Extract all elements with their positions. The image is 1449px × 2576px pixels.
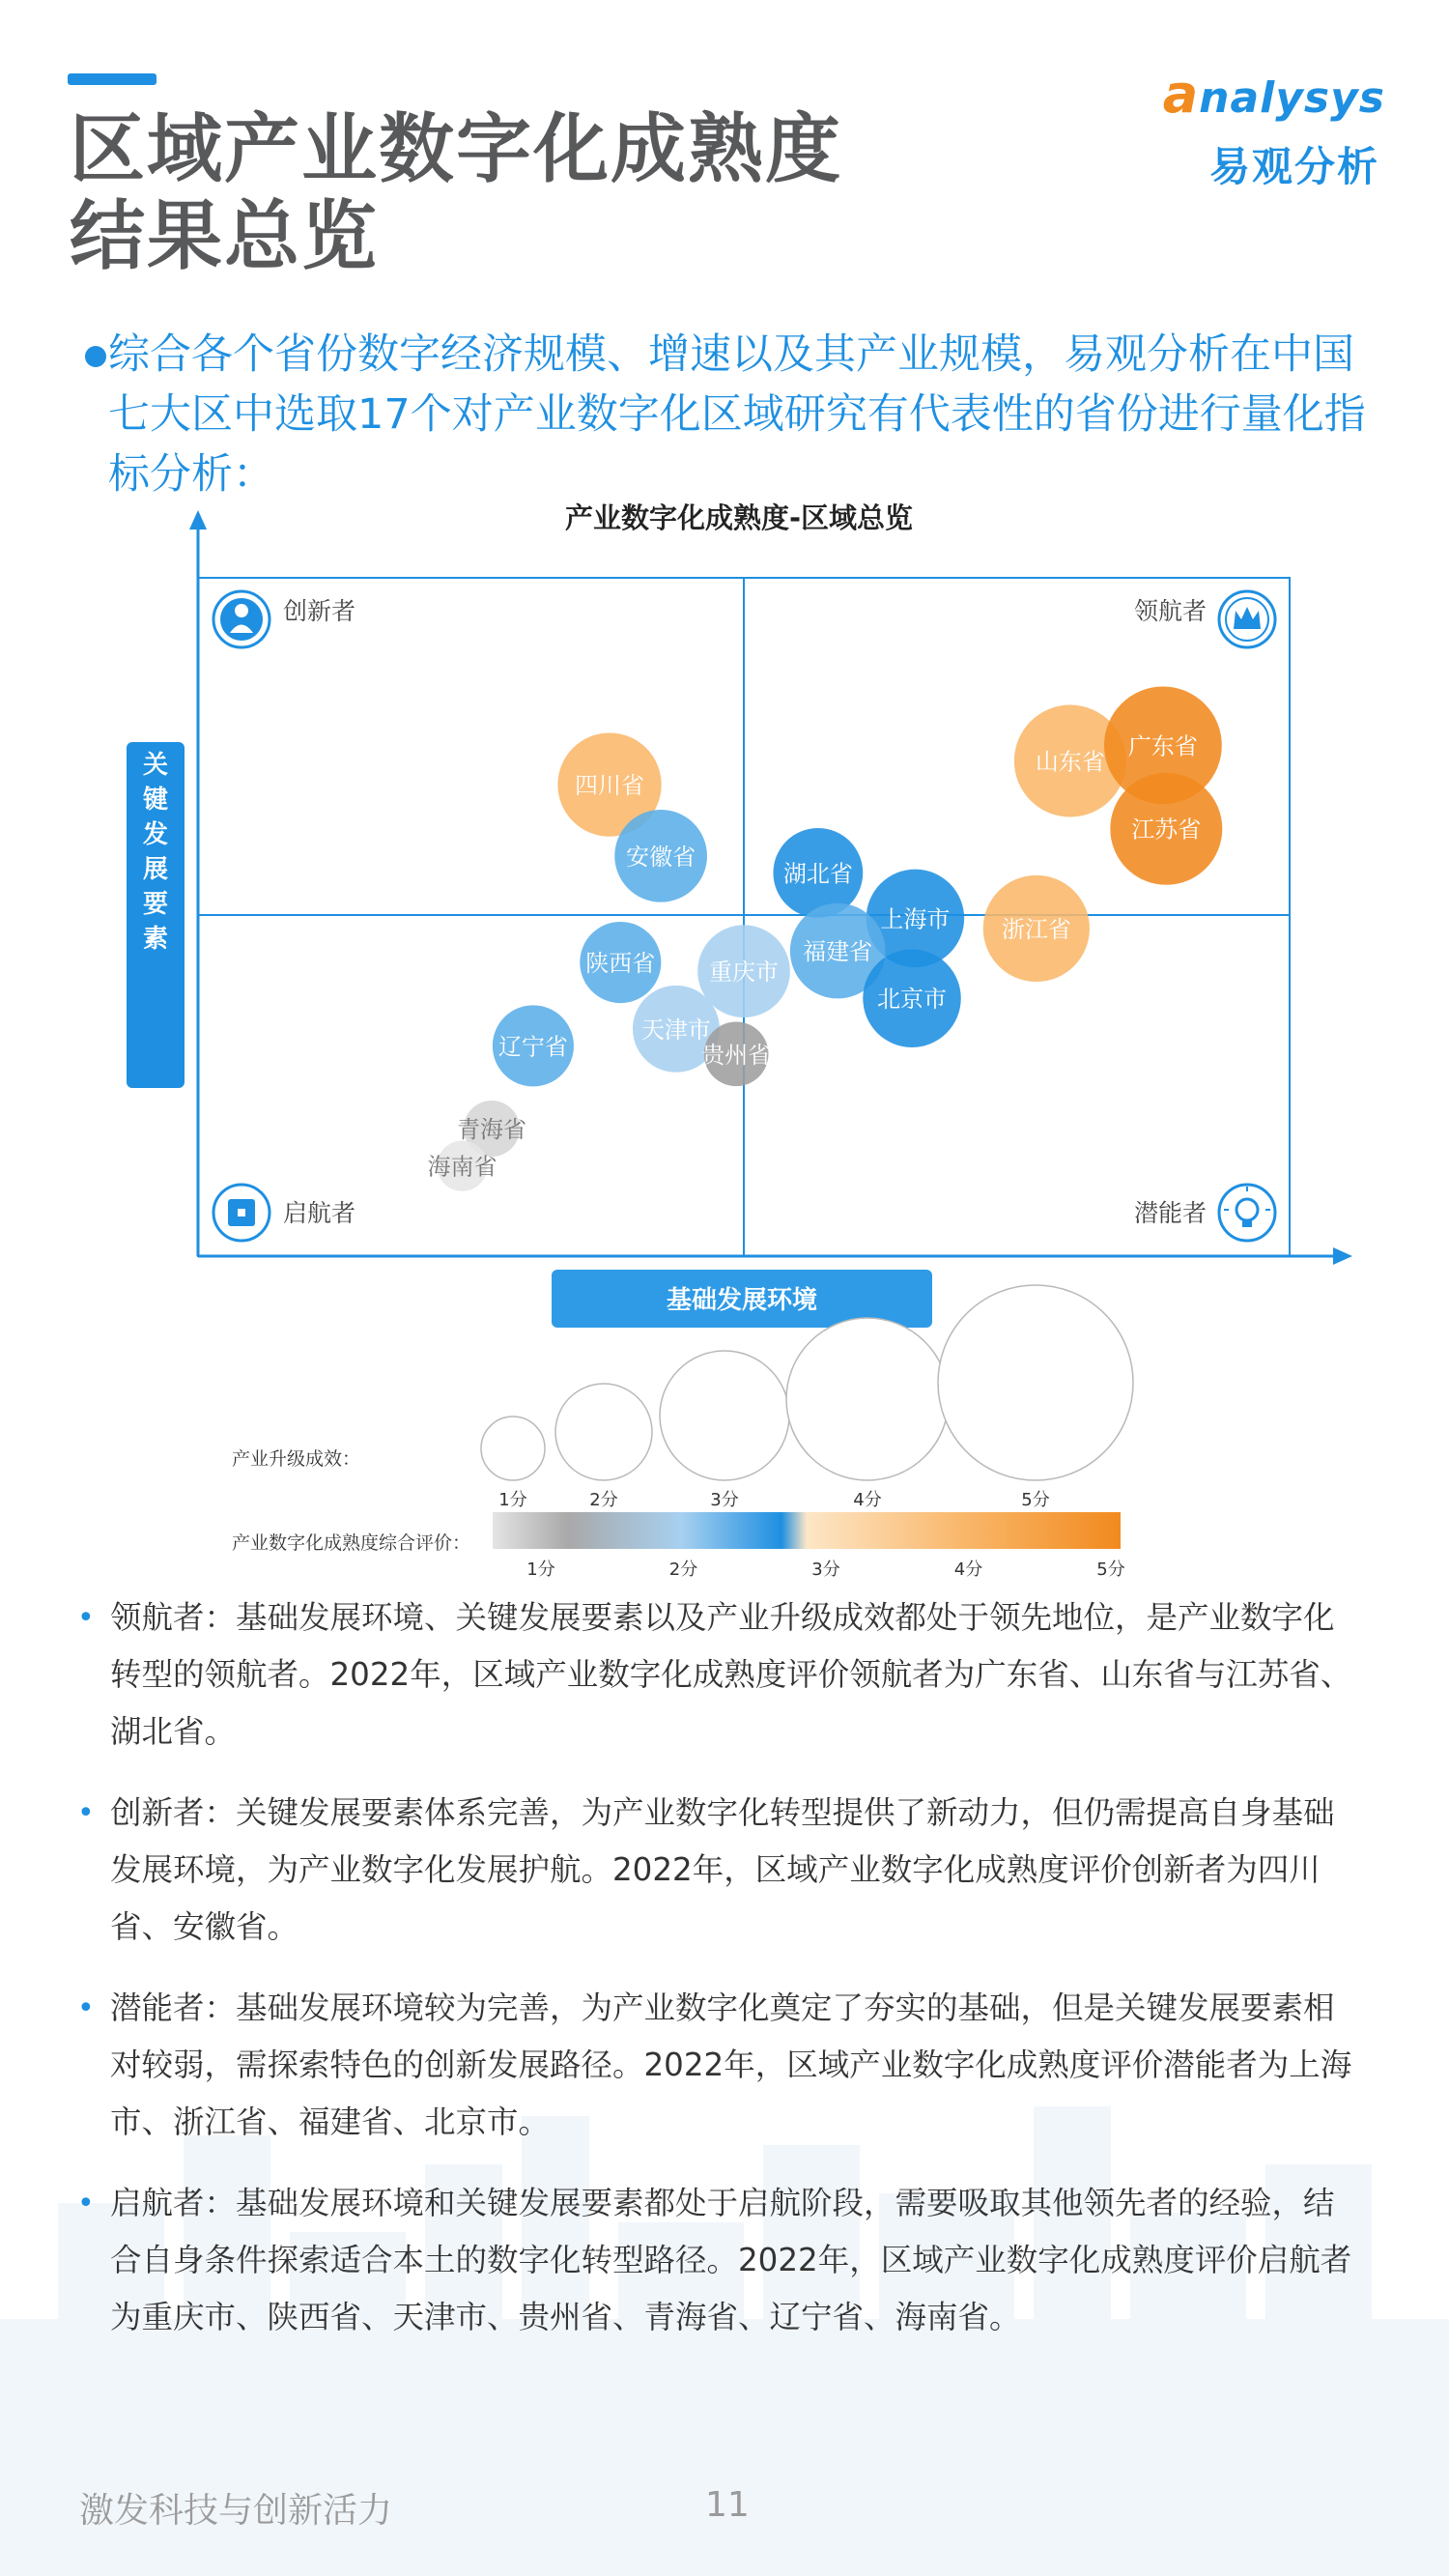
- navigator-icon: [1219, 591, 1275, 647]
- size-legend-tick-0: 1分: [498, 1490, 527, 1510]
- maturity-chart: [0, 483, 1449, 1594]
- starter-icon: [213, 1185, 270, 1241]
- bubble-label-11: 陕西省: [585, 950, 656, 978]
- bullet-text: 潜能者：基础发展环境较为完善，为产业数字化奠定了夯实的基础，但是关键发展要素相对较弱，需探索特色的创新发展路径。2022年，区域产业数字化成熟度评价潜能者为上海市、浙江省、福建省、北京市。: [110, 1989, 1352, 2140]
- color-legend-tick-4: 5分: [1096, 1560, 1125, 1580]
- bullet-text: 创新者：关键发展要素体系完善，为产业数字化转型提供了新动力，但仍需提高自身基础发展环境，为产业数字化发展护航。2022年，区域产业数字化成熟度评价创新者为四川省、安徽省。: [110, 1794, 1335, 1945]
- logo-english: [1163, 64, 1385, 125]
- bullet-navigator: [77, 1589, 1357, 1760]
- color-legend-ticks: [526, 1560, 1124, 1580]
- logo-letter-a: a: [1162, 64, 1200, 125]
- bubble-label-4: 四川省: [575, 772, 645, 800]
- size-legend-circle-2: [660, 1351, 789, 1480]
- bullet-starter: [77, 2175, 1357, 2346]
- color-legend-tick-0: 1分: [526, 1560, 555, 1580]
- quadrant-label-bottom-left: 启航者: [283, 1199, 356, 1227]
- innovator-icon: [213, 591, 270, 647]
- quadrant-label-top-right: 领航者: [1133, 597, 1207, 625]
- bubble-layer: [427, 686, 1222, 1190]
- size-legend-circle-0: [481, 1417, 545, 1480]
- bullet-dot: •: [77, 1601, 95, 1635]
- bullet-dot: •: [77, 1991, 95, 2025]
- bullet-potential: [77, 1980, 1357, 2151]
- y-axis-arrow: [189, 510, 207, 530]
- potential-icon: [1219, 1185, 1275, 1241]
- quadrant-label-top-left: 创新者: [283, 597, 356, 625]
- bubble-label-15: 青海省: [456, 1116, 526, 1144]
- bubble-label-14: 辽宁省: [497, 1033, 568, 1061]
- bullet-text: 领航者：基础发展环境、关键发展要素以及产业升级成效都处于领先地位，是产业数字化转型的领航者。2022年，区域产业数字化成熟度评价领航者为广东省、山东省与江苏省、湖北省。: [110, 1599, 1352, 1750]
- page-title-line2: 结果总览: [70, 193, 380, 280]
- color-legend-label: 产业数字化成熟度综合评价：: [232, 1532, 471, 1554]
- bubble-label-3: 浙江省: [1001, 915, 1071, 943]
- logo-wordmark: nalysys: [1199, 73, 1385, 123]
- bubble-label-12: 天津市: [640, 1016, 711, 1044]
- size-legend-tick-1: 2分: [589, 1490, 618, 1510]
- intro-text: 综合各个省份数字经济规模、增速以及其产业规模，易观分析在中国七大区中选取17个对产业数字化区域研究有代表性的省份进行量化指标分析：: [108, 330, 1366, 499]
- bubble-label-7: 上海市: [880, 905, 951, 933]
- size-legend-circle-1: [555, 1384, 652, 1480]
- bullet-dot: •: [77, 2187, 95, 2220]
- bullet-innovator: [77, 1785, 1357, 1956]
- color-legend-tick-3: 4分: [953, 1560, 983, 1580]
- bubble-label-6: 湖北省: [782, 860, 853, 888]
- bubble-label-9: 北京市: [877, 986, 948, 1014]
- size-legend-tick-3: 4分: [853, 1490, 882, 1510]
- x-axis-label: 基础发展环境: [666, 1286, 818, 1315]
- logo-chinese: 易观分析: [1208, 143, 1379, 190]
- color-legend-tick-2: 3分: [811, 1560, 840, 1580]
- size-legend-circle-3: [786, 1318, 949, 1480]
- bubble-label-0: 山东省: [1035, 748, 1105, 776]
- page-title: [70, 106, 842, 280]
- size-legend-tick-2: 3分: [710, 1490, 739, 1510]
- quadrant-label-bottom-right: 潜能者: [1133, 1199, 1207, 1227]
- bubble-label-1: 广东省: [1127, 732, 1198, 760]
- analysys-logo: [1132, 64, 1385, 189]
- footer-slogan: 激发科技与创新活力: [79, 2491, 393, 2531]
- y-axis-label: 关键发展要素: [142, 751, 169, 954]
- bubble-label-13: 贵州省: [701, 1041, 772, 1069]
- chart-title: 产业数字化成熟度-区域总览: [564, 501, 914, 534]
- title-accent-bar: [68, 73, 156, 85]
- size-legend-tick-4: 5分: [1021, 1490, 1050, 1510]
- bubble-label-16: 海南省: [427, 1153, 497, 1181]
- page-number: 11: [705, 2485, 750, 2525]
- intro-bullet-dot: [85, 346, 106, 367]
- bubble-label-8: 福建省: [803, 938, 873, 966]
- bubble-label-2: 江苏省: [1131, 816, 1202, 844]
- color-legend-gradient: [493, 1512, 1121, 1549]
- color-legend-tick-1: 2分: [668, 1560, 698, 1580]
- size-legend-circle-4: [938, 1285, 1133, 1480]
- x-axis-arrow: [1333, 1247, 1352, 1265]
- size-legend-label: 产业升级成效：: [232, 1448, 361, 1470]
- bubble-label-10: 重庆市: [709, 959, 779, 987]
- page-title-line1: 区域产业数字化成熟度: [70, 106, 843, 193]
- bullet-dot: •: [77, 1796, 95, 1830]
- bubble-label-5: 安徽省: [626, 843, 696, 871]
- bullet-text: 启航者：基础发展环境和关键发展要素都处于启航阶段，需要吸取其他领先者的经验，结合自身条件探索适合本土的数字化转型路径。2022年，区域产业数字化成熟度评价启航者为重庆市、陕西省、天津市、贵州省、青海省、辽宁省、海南省。: [110, 2185, 1352, 2335]
